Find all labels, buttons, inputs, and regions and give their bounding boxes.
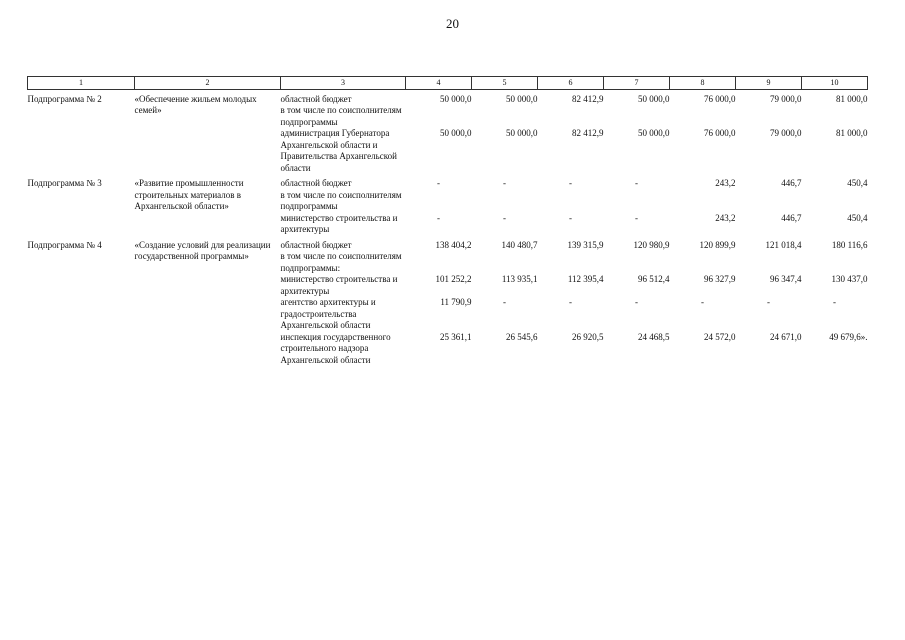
amount-cell-col-5: - bbox=[503, 297, 506, 307]
subprogram-title: «Обеспечение жильем молодых семей» bbox=[134, 93, 257, 115]
amount-cell-col-5: - bbox=[503, 212, 506, 223]
column-header-9: 9 bbox=[736, 77, 802, 90]
table-body bbox=[28, 89, 868, 366]
amount-cell-col-10: 180 116,6 bbox=[831, 239, 868, 250]
column-header-10: 10 bbox=[802, 77, 868, 90]
funding-source: администрация Губернатора Архангельской области и Правительства Архангельской области bbox=[280, 128, 397, 173]
amount-cell-col-10: 81 000,0 bbox=[836, 93, 868, 104]
amount-cell-col-5: - bbox=[503, 178, 506, 188]
amount-cell-col-8: 243,2 bbox=[715, 212, 736, 223]
amount-cell-col-5 bbox=[472, 105, 538, 128]
amount-cell-col-5 bbox=[472, 251, 538, 274]
amount-cell-col-9: 24 671,0 bbox=[770, 331, 802, 342]
amount-cell-col-9: 96 347,4 bbox=[770, 274, 802, 284]
subprogram-number: Подпрограмма № 2 bbox=[27, 93, 102, 104]
amount-cell-col-9: 446,7 bbox=[781, 178, 802, 188]
amount-cell-col-8: 96 327,9 bbox=[704, 274, 736, 284]
budget-table bbox=[27, 76, 868, 366]
amount-cell-col-9: 446,7 bbox=[781, 212, 802, 223]
amount-cell-col-10: 450,4 bbox=[847, 178, 868, 188]
header-row bbox=[28, 77, 868, 90]
page-number: 20 bbox=[446, 16, 459, 31]
column-header-8: 8 bbox=[670, 77, 736, 90]
amount-cell-col-5: 113 935,1 bbox=[501, 274, 538, 284]
amount-cell-col-5: 26 545,6 bbox=[506, 331, 538, 342]
amount-cell-col-10: 81 000,0 bbox=[836, 128, 868, 138]
funding-source: министерство строительства и архитектуры bbox=[280, 212, 398, 234]
funding-source: областной бюджет bbox=[280, 239, 352, 250]
column-header-4: 4 bbox=[406, 77, 472, 90]
amount-cell-col-5 bbox=[472, 190, 538, 213]
amount-cell-col-10 bbox=[802, 190, 868, 213]
subprogram-title: «Развитие промышленности строительных материалов в Архангельской области» bbox=[134, 178, 244, 211]
table-row bbox=[28, 89, 868, 105]
amount-cell-col-10: 450,4 bbox=[847, 212, 868, 223]
amount-cell-col-7: 120 980,9 bbox=[633, 239, 670, 250]
amount-cell-col-7: 50 000,0 bbox=[638, 128, 670, 138]
funding-source: в том числе по соисполнителям подпрограммы: bbox=[280, 251, 402, 273]
subprogram-number: Подпрограмма № 4 bbox=[27, 239, 102, 250]
amount-cell-col-9: 79 000,0 bbox=[770, 128, 802, 138]
amount-cell-col-9: 79 000,0 bbox=[770, 93, 802, 104]
amount-cell-col-8 bbox=[670, 251, 736, 274]
amount-cell-col-4: 11 790,9 bbox=[440, 297, 472, 307]
column-header-6: 6 bbox=[538, 77, 604, 90]
funding-source: в том числе по соисполнителям подпрограммы bbox=[280, 105, 402, 127]
amount-cell-col-9 bbox=[736, 190, 802, 213]
table-row bbox=[28, 236, 868, 252]
amount-cell-col-4: 101 252,2 bbox=[435, 274, 472, 284]
amount-cell-col-7 bbox=[604, 105, 670, 128]
amount-cell-col-8: - bbox=[701, 297, 704, 307]
amount-cell-col-7: 96 512,4 bbox=[638, 274, 670, 284]
amount-cell-col-8 bbox=[670, 190, 736, 213]
amount-cell-col-5: 50 000,0 bbox=[506, 128, 538, 138]
funding-source: в том числе по соисполнителям подпрограммы bbox=[280, 189, 402, 211]
amount-cell-col-8: 24 572,0 bbox=[704, 331, 736, 342]
amount-cell-col-4 bbox=[406, 105, 472, 128]
amount-cell-col-7: 24 468,5 bbox=[638, 331, 670, 342]
amount-cell-col-8: 243,2 bbox=[715, 178, 736, 188]
amount-cell-col-4: 50 000,0 bbox=[440, 128, 472, 138]
column-header-2: 2 bbox=[135, 77, 281, 90]
amount-cell-col-6: - bbox=[569, 212, 572, 223]
amount-cell-col-6 bbox=[538, 190, 604, 213]
amount-cell-col-10 bbox=[802, 251, 868, 274]
table-header bbox=[28, 77, 868, 90]
column-header-7: 7 bbox=[604, 77, 670, 90]
amount-cell-col-10 bbox=[802, 105, 868, 128]
amount-cell-col-5: 140 480,7 bbox=[501, 239, 538, 250]
amount-cell-col-10: - bbox=[833, 297, 836, 307]
amount-cell-col-4: - bbox=[437, 178, 440, 188]
amount-cell-col-8: 120 899,9 bbox=[699, 239, 736, 250]
amount-cell-col-7 bbox=[604, 190, 670, 213]
table-row bbox=[28, 174, 868, 190]
amount-cell-col-6: 112 395,4 bbox=[567, 274, 604, 284]
amount-cell-col-10: 49 679,6». bbox=[829, 331, 868, 342]
amount-cell-col-9: - bbox=[767, 297, 770, 307]
amount-cell-col-8 bbox=[670, 105, 736, 128]
amount-cell-col-4: 50 000,0 bbox=[440, 93, 472, 104]
amount-cell-col-9: 121 018,4 bbox=[765, 239, 802, 250]
amount-cell-col-8: 76 000,0 bbox=[704, 128, 736, 138]
amount-cell-col-6: 26 920,5 bbox=[572, 331, 604, 342]
amount-cell-col-10: 130 437,0 bbox=[831, 274, 868, 284]
column-header-3: 3 bbox=[281, 77, 406, 90]
subprogram-number: Подпрограмма № 3 bbox=[27, 178, 102, 188]
amount-cell-col-7: - bbox=[635, 297, 638, 307]
amount-cell-col-6: - bbox=[569, 178, 572, 188]
amount-cell-col-6 bbox=[538, 251, 604, 274]
column-header-5: 5 bbox=[472, 77, 538, 90]
amount-cell-col-7: 50 000,0 bbox=[638, 93, 670, 104]
subprogram-title: «Создание условий для реализации государственной программы» bbox=[134, 239, 271, 261]
amount-cell-col-4 bbox=[406, 251, 472, 274]
funding-source: областной бюджет bbox=[280, 178, 352, 188]
amount-cell-col-9 bbox=[736, 105, 802, 128]
amount-cell-col-7 bbox=[604, 251, 670, 274]
amount-cell-col-9 bbox=[736, 251, 802, 274]
funding-source: агентство архитектуры и градостроительства Архангельской области bbox=[280, 297, 376, 330]
amount-cell-col-4: 138 404,2 bbox=[435, 239, 472, 250]
amount-cell-col-7: - bbox=[635, 178, 638, 188]
amount-cell-col-6: 82 412,9 bbox=[572, 128, 604, 138]
funding-source: инспекция государственного строительного надзора Архангельской области bbox=[280, 331, 391, 365]
amount-cell-col-4: 25 361,1 bbox=[440, 331, 472, 342]
amount-cell-col-6 bbox=[538, 105, 604, 128]
amount-cell-col-5: 50 000,0 bbox=[506, 93, 538, 104]
amount-cell-col-7: - bbox=[635, 212, 638, 223]
column-header-1: 1 bbox=[28, 77, 135, 90]
amount-cell-col-6: 82 412,9 bbox=[572, 93, 604, 104]
amount-cell-col-8: 76 000,0 bbox=[704, 93, 736, 104]
amount-cell-col-6: - bbox=[569, 297, 572, 307]
amount-cell-col-4: - bbox=[437, 212, 440, 223]
funding-source: министерство строительства и архитектуры bbox=[280, 274, 398, 296]
amount-cell-col-6: 139 315,9 bbox=[567, 239, 604, 250]
amount-cell-col-4 bbox=[406, 190, 472, 213]
funding-source: областной бюджет bbox=[280, 93, 352, 104]
